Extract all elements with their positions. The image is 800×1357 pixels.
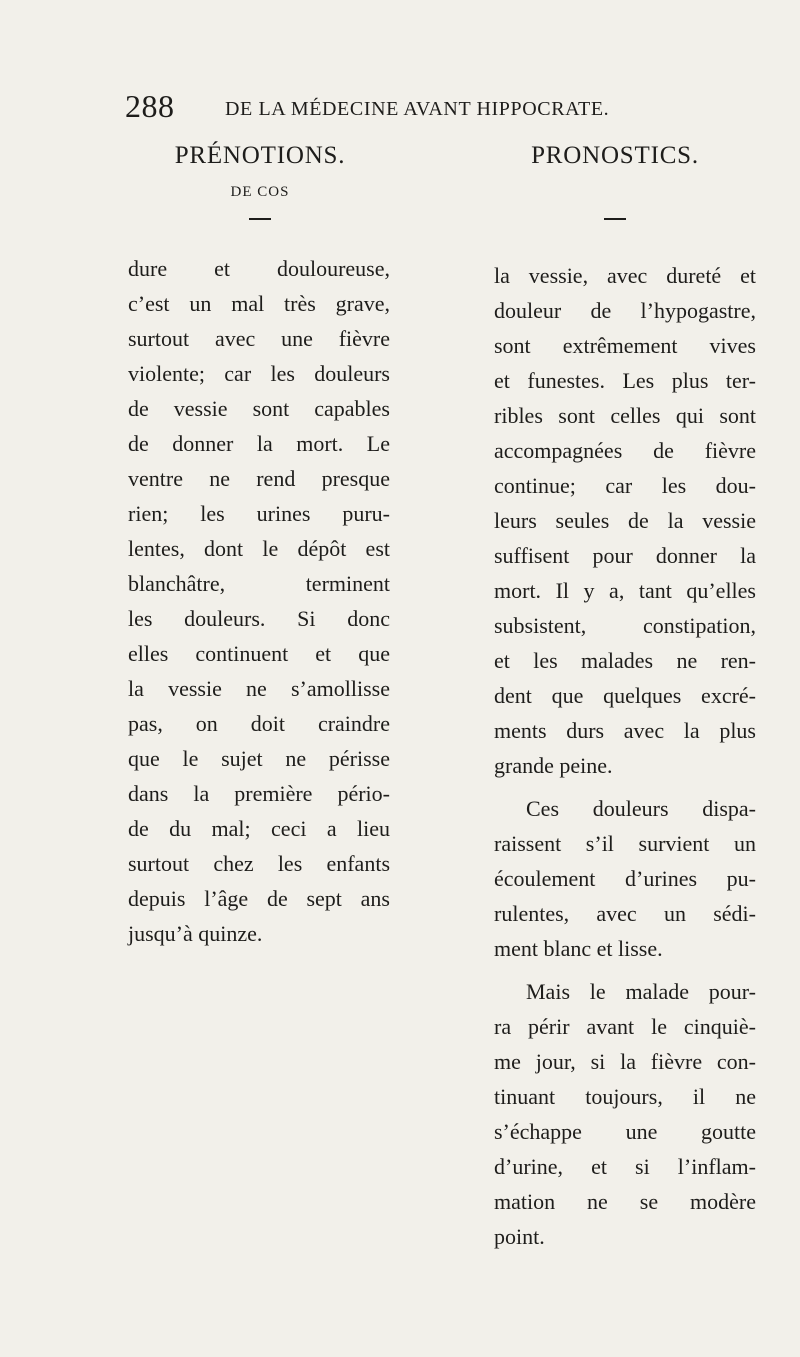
text-line: de vessie sont capables [128,396,390,421]
text-line: rulentes, avec un sédi- [494,901,756,926]
right-column-subtitle [515,184,715,202]
text-line: la vessie, avec dureté et [494,263,756,288]
text-line: continue; car les dou- [494,473,756,498]
text-line: lentes, dont le dépôt est [128,536,390,561]
text-line: me jour, si la fièvre con- [494,1049,756,1074]
text-line: et les malades ne ren- [494,648,756,673]
text-line: mort. Il y a, tant qu’elles [494,578,756,603]
text-line: tinuant toujours, il ne [494,1084,756,1109]
text-line: la vessie ne s’amollisse [128,676,390,701]
right-column-rule [604,218,626,220]
running-head [125,88,685,132]
text-line: ventre ne rend presque [128,466,390,491]
text-line: point. [494,1224,545,1249]
text-line: depuis l’âge de sept ans [128,886,390,911]
text-line: de du mal; ceci a lieu [128,816,390,841]
text-line: Ces douleurs dispa- [526,796,756,821]
right-column-title: PRONOSTICS. [531,142,699,169]
page-number: 288 [125,88,175,124]
text-line: violente; car les douleurs [128,361,390,386]
text-line: blanchâtre, terminent [128,571,390,596]
text-line: jusqu’à quinze. [128,921,263,946]
paragraph-gap [494,966,756,974]
text-line: d’urine, et si l’inflam- [494,1154,756,1179]
text-line: surtout chez les enfants [128,851,390,876]
text-line: dent que quelques excré- [494,683,756,708]
text-line: elles continuent et que [128,641,390,666]
text-line: s’échappe une goutte [494,1119,756,1144]
text-line: raissent s’il survient un [494,831,756,856]
text-line: les douleurs. Si donc [128,606,390,631]
text-line: que le sujet ne périsse [128,746,390,771]
text-line: et funestes. Les plus ter- [494,368,756,393]
text-line: accompagnées de fièvre [494,438,756,463]
text-line: pas, on doit craindre [128,711,390,736]
text-line: ments durs avec la plus [494,718,756,743]
text-line: mation ne se modère [494,1189,756,1214]
text-line: ra périr avant le cinquiè- [494,1014,756,1039]
text-line: ment blanc et lisse. [494,936,663,961]
paragraph-gap [494,783,756,791]
left-column-heading [160,142,360,220]
right-column-heading [515,142,715,220]
text-line: sont extrêmement vives [494,333,756,358]
text-line: de donner la mort. Le [128,431,390,456]
left-column-rule [249,218,271,220]
running-title: DE LA MÉDECINE AVANT HIPPOCRATE. [225,98,610,120]
text-line: Mais le malade pour- [526,979,756,1004]
text-line: subsistent, constipation, [494,613,756,638]
left-column-text [128,251,390,951]
text-line: surtout avec une fièvre [128,326,390,351]
right-column-text [494,258,756,1254]
text-line: rien; les urines puru- [128,501,390,526]
left-column-subtitle: DE COS [230,184,290,200]
text-line: suffisent pour donner la [494,543,756,568]
text-line: douleur de l’hypogastre, [494,298,756,323]
text-line: grande peine. [494,753,613,778]
text-line: c’est un mal très grave, [128,291,390,316]
text-line: leurs seules de la vessie [494,508,756,533]
text-line: ribles sont celles qui sont [494,403,756,428]
text-line: dans la première pério- [128,781,390,806]
text-line: écoulement d’urines pu- [494,866,756,891]
left-column-title: PRÉNOTIONS. [174,142,346,169]
text-line: dure et douloureuse, [128,256,390,281]
